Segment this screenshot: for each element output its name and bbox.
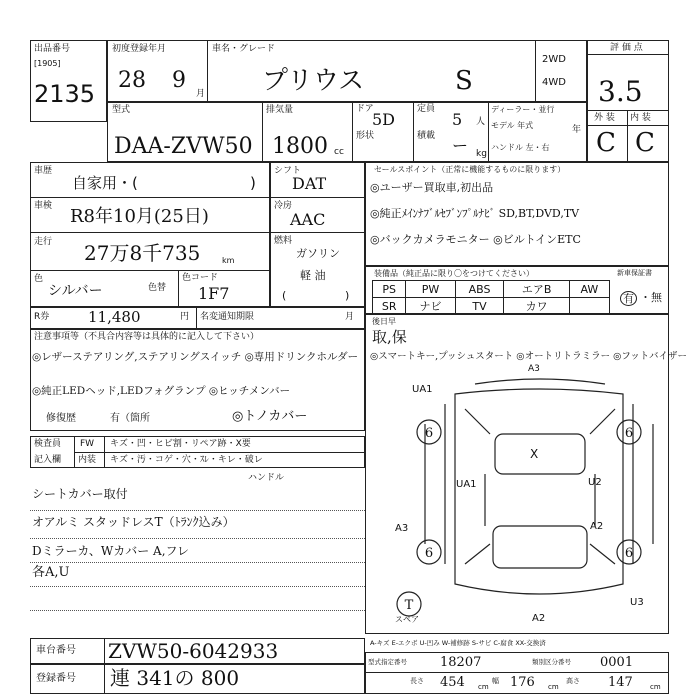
exterior-grade: C	[596, 128, 616, 158]
warranty-label: 新車保証書	[617, 269, 652, 277]
width-label: 幅	[492, 677, 499, 685]
recycle-yen: 円	[180, 312, 190, 322]
width-cm: cm	[548, 683, 559, 691]
chassis-value: ZVW50-6042933	[108, 639, 279, 663]
eval-label: 評 価 点	[610, 43, 643, 53]
notes-box	[30, 329, 365, 431]
repair-label: 修復歴	[46, 413, 76, 424]
memo-line-3: Dミラーカ、Wカバー A,フレ	[32, 544, 190, 558]
mark-ua1-mid: UA1	[456, 479, 477, 490]
eq-navi: ナビ	[406, 298, 455, 315]
selling-point-1: ◎ユーザー買取車,初出品	[370, 181, 494, 194]
shift-value: DAT	[292, 174, 327, 193]
color-label: 色	[34, 274, 44, 284]
interior-label-ins: 内装	[78, 455, 97, 465]
interval-month: 月	[345, 312, 355, 322]
load-value: ー	[452, 136, 469, 155]
displacement-label: 排気量	[266, 105, 294, 115]
length-cm: cm	[478, 683, 489, 691]
memo-line-4: 各A,U	[32, 565, 70, 580]
shape-label: 形状	[356, 131, 375, 141]
fuel-paren-open: (	[282, 289, 287, 302]
inspection-value: R8年10月(25日)	[70, 206, 209, 227]
handle-label: ハンドル 左・右	[491, 143, 550, 152]
drive-4wd: 4WD	[542, 77, 566, 88]
eq-tv: TV	[455, 298, 504, 315]
interior-items: キズ・汚・コゲ・穴・ｽﾚ・キレ・破レ	[110, 455, 263, 465]
repair-value: 有（箇所	[110, 413, 150, 424]
length-label: 長さ	[410, 677, 424, 685]
length-value: 454	[440, 675, 465, 690]
first-reg-year: 28	[118, 68, 146, 93]
color-code-value: 1F7	[198, 284, 230, 303]
dealer-label: ディーラー・並行	[491, 105, 555, 114]
exterior-label: 外 装	[594, 113, 615, 123]
inspector-label-1: 検査員	[34, 439, 62, 449]
person-unit: 人	[476, 117, 486, 127]
height-value: 147	[608, 675, 633, 690]
height-cm: cm	[650, 683, 661, 691]
color-no-label: 色替	[148, 283, 167, 293]
svg-text:6: 6	[624, 426, 634, 441]
mark-u2: U2	[588, 477, 602, 488]
height-label: 高さ	[566, 677, 580, 685]
svg-text:6: 6	[424, 426, 434, 441]
load-label: 積載	[417, 131, 436, 141]
recycle-label: R券	[34, 312, 50, 322]
notes-label: 注意事項等（不具合内容等は具体的に記入して下さい）	[34, 332, 260, 342]
mark-a3-top: A3	[528, 364, 540, 374]
first-reg-month: 9	[172, 68, 186, 93]
eq-leather: カワ	[504, 298, 569, 315]
eq-sr: SR	[373, 298, 406, 315]
interior-grade: C	[635, 128, 655, 158]
color-code-label: 色コード	[182, 273, 219, 283]
ac-value: AAC	[290, 210, 326, 229]
type-value: 18207	[440, 655, 482, 670]
diagram-note: ◎スマートキー,プッシュスタート ◎オートリトラミラー ◎フットバイザー	[370, 351, 688, 362]
selling-points-label: セールスポイント（正常に機能するものに限ります）	[374, 165, 566, 174]
doors-value: 5D	[372, 110, 396, 129]
fw-items: キズ・凹・ヒビ割・リペア跡・X要	[110, 439, 251, 449]
eq-abs: ABS	[455, 281, 504, 298]
shift-label: シフト	[274, 166, 302, 176]
eq-ps: PS	[373, 281, 406, 298]
lot-sub: [1905]	[34, 59, 61, 68]
selling-point-3: ◎バックカメラモニター ◎ビルトインETC	[370, 233, 581, 246]
recycle-box	[30, 307, 365, 329]
usage-value: 自家用・(	[72, 174, 138, 192]
svg-text:6: 6	[624, 546, 634, 561]
fw-label: FW	[80, 439, 95, 449]
class-value: 0001	[600, 655, 634, 670]
after-value: 取,保	[372, 328, 407, 346]
grade: S	[455, 66, 473, 96]
eq-aw: AW	[569, 281, 609, 298]
drive-2wd: 2WD	[542, 54, 566, 65]
kg-unit: kg	[476, 149, 487, 159]
fuel-label: 燃料	[274, 236, 293, 246]
damage-legend: A-キズ E-エクボ U-凹み W-補修跡 S-サビ C-腐食 XX-交換済	[370, 639, 546, 647]
lot-label: 出品番号	[34, 44, 71, 54]
type-label: 型式指定番号	[368, 658, 407, 666]
note-line-2: ◎純正LEDヘッド,LEDフォグランプ ◎ヒッチメンバー	[32, 385, 291, 397]
spare-label: スペア	[395, 615, 419, 624]
month-unit: 月	[196, 89, 206, 99]
plate-value: 連 341の 800	[110, 666, 240, 690]
car-name-label: 車名・グレード	[212, 44, 276, 54]
selling-point-2: ◎純正ﾒｲﾝﾅﾌﾞﾙｾﾌﾞﾝﾌﾟﾙﾅﾋﾞ SD,BT,DVD,TV	[370, 207, 580, 220]
equipment-table	[372, 280, 610, 315]
lot-number: 2135	[34, 80, 96, 108]
mark-u3: U3	[630, 597, 644, 608]
cc-unit: cc	[334, 147, 344, 157]
model-value: DAA-ZVW50	[114, 134, 253, 159]
mark-a2-bottom: A2	[532, 613, 546, 624]
class-label: 類別区分番号	[532, 658, 571, 666]
capacity-label: 定員	[417, 104, 436, 114]
fuel-gasoline: ガソリン	[296, 247, 340, 260]
displacement-value: 1800	[272, 134, 328, 159]
mark-x: X	[530, 447, 539, 461]
eq-pw: PW	[406, 281, 455, 298]
color-value: シルバー	[48, 283, 103, 299]
usage-label: 車歴	[34, 166, 53, 176]
tonneau-note: ◎トノカバー	[232, 409, 308, 424]
usage-close: )	[250, 174, 256, 192]
mark-a2: A2	[590, 521, 604, 532]
eq-airbag: エアB	[504, 281, 569, 298]
km-unit: km	[222, 256, 235, 265]
warranty-yes: 有	[620, 291, 637, 306]
eval-score: 3.5	[598, 75, 643, 108]
car-name: プリウス	[262, 66, 365, 96]
handle-note: ハンドル	[248, 473, 285, 483]
fuel-diesel: 軽 油	[300, 269, 326, 282]
chassis-label: 車台番号	[36, 645, 76, 656]
mark-a3-left: A3	[395, 523, 409, 534]
ac-label: 冷房	[274, 201, 293, 211]
interior-label: 内 装	[630, 113, 651, 123]
note-line-1: ◎レザーステアリング,ステアリングスイッチ ◎専用ドリンクホルダー	[32, 351, 359, 363]
memo-line-1: シートカバー取付	[32, 487, 128, 501]
svg-text:6: 6	[424, 546, 434, 561]
inspection-label: 車検	[34, 201, 53, 211]
plate-label: 登録番号	[36, 673, 76, 684]
car-diagram	[365, 314, 669, 634]
equipment-label: 装備品（純正品に限り〇をつけてください）	[374, 269, 534, 278]
model-label: 型式	[112, 105, 131, 115]
mileage-value: 27万8千735	[84, 241, 201, 265]
memo-line-2: オアルミ スタッドレスT（ﾄﾗﾝｸ込み）	[32, 515, 235, 529]
width-value: 176	[510, 675, 535, 690]
capacity-value: 5	[452, 110, 463, 129]
mileage-label: 走行	[34, 237, 53, 247]
fuel-paren-close: )	[345, 289, 350, 302]
recycle-value: 11,480	[88, 308, 141, 326]
model-year-label: モデル 年式	[491, 121, 534, 130]
after-label: 後日早	[372, 317, 396, 326]
mark-ua1-top: UA1	[412, 384, 433, 395]
doors-label: ドア	[356, 104, 374, 114]
svg-text:T: T	[404, 598, 414, 613]
inspector-label-2: 記入欄	[34, 455, 62, 465]
first-reg-label: 初度登録年月	[112, 44, 167, 54]
interval-label: 名変通知期限	[200, 312, 255, 322]
warranty-no: ・無	[640, 291, 662, 304]
year-unit: 年	[572, 125, 582, 135]
